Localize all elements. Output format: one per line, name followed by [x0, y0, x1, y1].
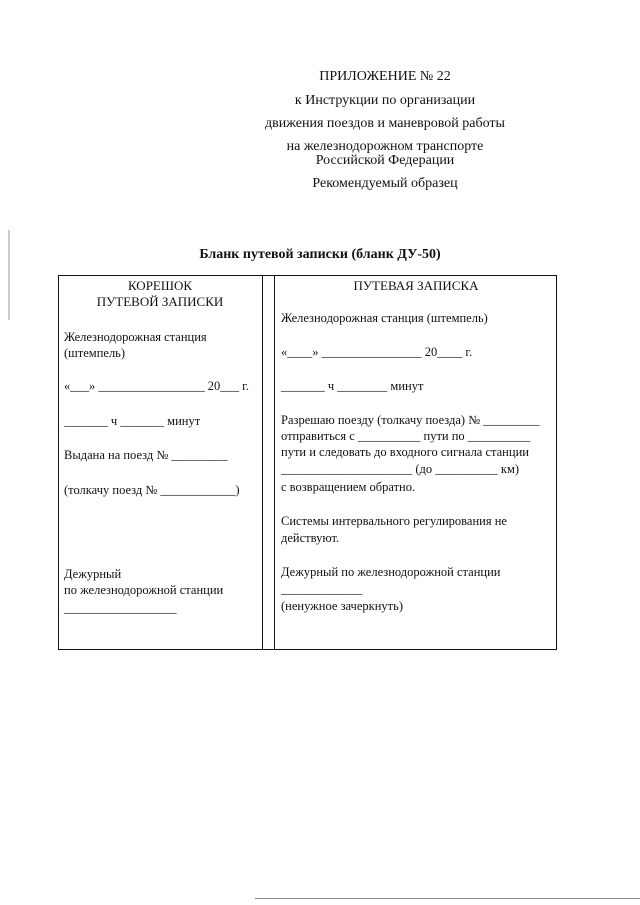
stub-title-line-1: КОРЕШОК — [127, 278, 193, 293]
header-line-3: на железнодорожном транспорте — [286, 139, 484, 154]
note-strike-out-note: (ненужное зачеркнуть) — [281, 599, 403, 613]
divider-line-left — [262, 275, 263, 650]
stub-duty-station-label: по железнодорожной станции — [64, 583, 224, 597]
note-systems-line-1: Системы интервального регулирования не — [281, 514, 507, 528]
stub-station-line-1: Железнодорожная станция — [64, 330, 207, 344]
header-line-2: движения поездов и маневровой работы — [265, 116, 505, 131]
note-permit-line-1: Разрешаю поезду (толкачу поезда) № _________ — [281, 413, 540, 427]
stub-time-field: _______ ч _______ минут — [64, 414, 201, 428]
note-systems-line-2: действуют. — [281, 531, 340, 545]
note-permit-line-4: _____________________ (до __________ км) — [281, 462, 520, 476]
stub-issued-train-field: Выдана на поезд № _________ — [64, 448, 228, 462]
stub-duty-officer-label: Дежурный — [64, 567, 122, 581]
appendix-number: ПРИЛОЖЕНИЕ № 22 — [319, 69, 451, 84]
scan-edge-mark — [8, 230, 10, 320]
note-permit-line-5: с возвращением обратно. — [281, 480, 416, 494]
note-signature-line: _____________ — [281, 582, 363, 596]
note-title: ПУТЕВАЯ ЗАПИСКА — [353, 278, 479, 293]
header-line-1: к Инструкции по организации — [294, 93, 476, 108]
stub-signature-line: __________________ — [64, 601, 177, 615]
note-station-field: Железнодорожная станция (штемпель) — [281, 311, 488, 325]
stub-station-line-2: (штемпель) — [64, 346, 126, 360]
note-time-field: _______ ч ________ минут — [281, 379, 424, 393]
note-date-field: «____» ________________ 20____ г. — [281, 345, 473, 359]
stub-date-field: «___» _________________ 20___ г. — [64, 379, 249, 393]
header-line-5: Рекомендуемый образец — [312, 176, 458, 191]
stub-pusher-train-field: (толкачу поезд № ____________) — [64, 483, 240, 497]
header-line-4: Российской Федерации — [315, 153, 455, 168]
page-bottom-edge — [255, 898, 640, 899]
note-permit-line-3: пути и следовать до входного сигнала станции — [281, 445, 529, 459]
divider-line-right — [274, 275, 275, 650]
note-permit-line-2: отправиться с __________ пути по __________ — [281, 429, 531, 443]
form-title: Бланк путевой записки (бланк ДУ-50) — [199, 247, 441, 262]
note-duty-officer-label: Дежурный по железнодорожной станции — [281, 565, 501, 579]
stub-title-line-2: ПУТЕВОЙ ЗАПИСКИ — [96, 294, 224, 309]
